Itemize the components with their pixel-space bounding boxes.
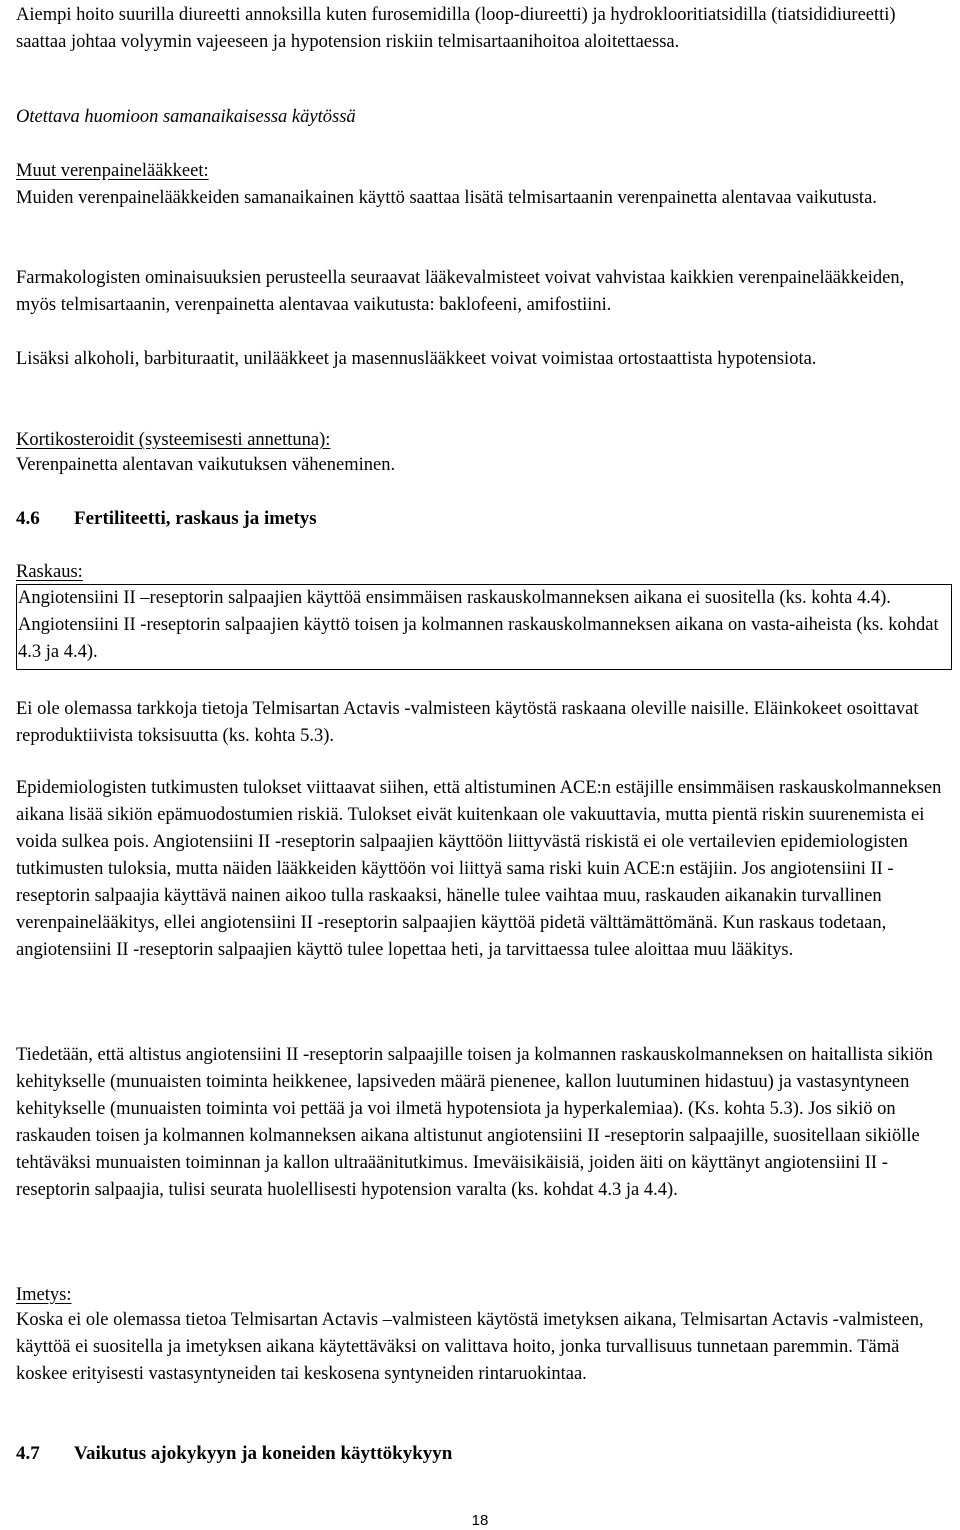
paragraph-diuretics: Aiempi hoito suurilla diureetti annoksilla kuten furosemidilla (loop-diureetti) ja hydroklooritiatsidilla (tiatsididiureetti) saattaa johtaa volyymin vajeeseen ja hypotension riskiin telmisartaanihoitoa aloitettaessa. (16, 5, 896, 52)
section-heading-4-7 (16, 1440, 452, 1467)
boxed-warning-text: Angiotensiini II –reseptorin salpaajien käyttöä ensimmäisen raskauskolmanneksen aikana ei suositella (ks. kohta 4.4). Angiotensiini II -reseptorin salpaajien käyttö toisen ja kolmannen raskauskolmanneksen aikana on vasta-aiheista (ks. kohdat 4.3 ja 4.4). (18, 588, 939, 662)
paragraph-lactation: Koska ei ole olemassa tietoa Telmisartan Actavis –valmisteen käytöstä imetyksen aikana, Telmisartan Actavis -valmisteen, käyttöä ei suositella ja imetyksen aikana käytettäväksi on valittava hoito, jonka turvallisuus tunnetaan paremmin. Tämä koskee erityisesti vastasyntyneiden tai keskosena syntyneiden rintaruokintaa. (16, 1310, 924, 1384)
subheading-concomitant-use: Otettava huomioon samanaikaisessa käytössä (16, 107, 356, 127)
subheading-corticosteroids: Kortikosteroidit (systeemisesti annettuna): (16, 430, 331, 450)
subheading-pregnancy: Raskaus: (16, 562, 83, 582)
paragraph-corticosteroids: Verenpainetta alentavan vaikutuksen väheneminen. (16, 455, 396, 475)
paragraph-epidemiology: Epidemiologisten tutkimusten tulokset viittaavat siihen, että altistuminen ACE:n estäjille ensimmäisen raskauskolmanneksen aikana lisää sikiön epämuodostumien riskiä. Tulokset eivät kuitenkaan ole vakuuttavia, mutta pientä riskin suurenemista ei voida sulkea pois. Angiotensiini II -reseptorin salpaajien käyttöön liittyvästä riskistä ei ole vertailevien epidemiologisten tutkimusten tuloksia, mutta näiden lääkkeiden käyttöön voi liittyä sama riski kuin ACE:n estäjiin. Jos angiotensiini II -reseptorin salpaajia käyttävä nainen aikoo tulla raskaaksi, hänelle tulee vaihtaa muu, raskauden aikanakin turvallinen verenpainelääkitys, ellei angiotensiini II -reseptorin salpaajien käyttöä pidetä välttämättömänä. Kun raskaus todetaan, angiotensiini II -reseptorin salpaajien käyttö tulee lopettaa heti, ja tarvittaessa tulee aloittaa muu lääkitys. (16, 778, 942, 960)
paragraph-no-data: Ei ole olemassa tarkkoja tietoja Telmisartan Actavis -valmisteen käytöstä raskaana oleville naisille. Eläinkokeet osoittavat reproduktiivista toksisuutta (ks. kohta 5.3). (16, 699, 919, 746)
subheading-other-antihypertensives: Muut verenpainelääkkeet: (16, 161, 209, 181)
paragraph-other-antihypertensives: Muiden verenpainelääkkeiden samanaikainen käyttö saattaa lisätä telmisartaanin verenpainetta alentavaa vaikutusta. (16, 188, 877, 208)
section-heading-4-6 (16, 505, 317, 532)
section-number: 4.7 (16, 1443, 40, 1464)
paragraph-alcohol: Lisäksi alkoholi, barbituraatit, unilääkkeet ja masennuslääkkeet voivat voimistaa ortostaattista hypotensiota. (16, 349, 817, 369)
paragraph-known-risks: Tiedetään, että altistus angiotensiini II -reseptorin salpaajille toisen ja kolmannen raskauskolmanneksen on haitallista sikiön kehitykselle (munuaisten toiminta heikkenee, lapsiveden määrä pienenee, kallon luutuminen hidastuu) ja vastasyntyneen kehitykselle (munuaisten toiminta voi pettää ja voi ilmetä hypotensiota ja hyperkalemiaa). (Ks. kohta 5.3). Jos sikiö on raskauden toisen ja kolmannen kolmanneksen aikana altistunut angiotensiini II -reseptorin salpaajille, suositellaan sikiölle tehtäväksi munuaisten toiminnan ja kallon ultraäänitutkimus. Imeväisikäisiä, joiden äiti on käyttänyt angiotensiini II -reseptorin salpaajia, tulisi seurata huolellisesti hypotension varalta (ks. kohdat 4.3 ja 4.4). (16, 1045, 933, 1200)
section-title: Vaikutus ajokykyyn ja koneiden käyttökykyyn (74, 1443, 453, 1464)
section-title: Fertiliteetti, raskaus ja imetys (74, 508, 317, 529)
subheading-lactation: Imetys: (16, 1285, 72, 1305)
section-number: 4.6 (16, 508, 40, 529)
paragraph-pharmacology: Farmakologisten ominaisuuksien perusteella seuraavat lääkevalmisteet voivat vahvistaa kaikkien verenpainelääkkeiden, myös telmisartaanin, verenpainetta alentavaa vaikutusta: baklofeeni, amifostiini. (16, 268, 905, 315)
boxed-warning (16, 584, 952, 670)
page-number: 18 (471, 1512, 489, 1529)
